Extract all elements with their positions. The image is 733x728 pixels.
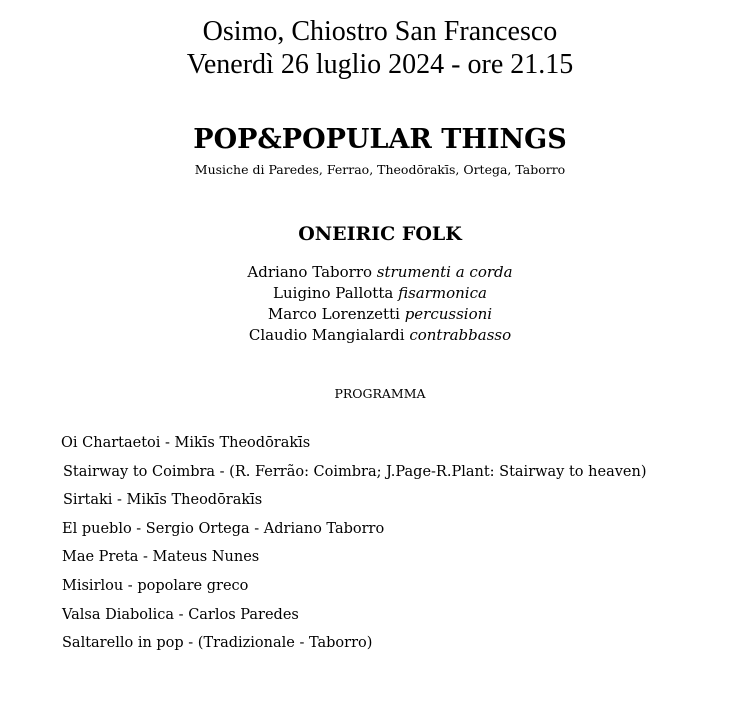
performer-name: Adriano Taborro: [247, 263, 373, 281]
concert-title: POP&POPULAR THINGS: [193, 124, 567, 155]
program-item: Valsa Diabolica - Carlos Paredes: [62, 606, 299, 623]
performer-name: Marco Lorenzetti: [267, 305, 400, 323]
venue-line: Osimo, Chiostro San Francesco: [202, 16, 558, 47]
program-item: El pueblo - Sergio Ortega - Adriano Taborro: [62, 520, 385, 537]
program-item: Oi Chartaetoi - Mikīs Theodōrakīs: [61, 435, 311, 451]
performer-role: fisarmonica: [398, 284, 487, 302]
concert-subtitle: Musiche di Paredes, Ferrao, Theodōrakīs, Ortega, Taborro: [194, 162, 566, 177]
program-list: [0, 433, 646, 662]
program-item: Saltarello in pop - (Tradizionale - Taborro): [62, 635, 373, 652]
ensemble-name: ONEIRIC FOLK: [298, 223, 462, 245]
program-heading: PROGRAMMA: [334, 386, 426, 401]
performer-role: strumenti a corda: [376, 263, 513, 281]
program-item: Sirtaki - Mikīs Theodōrakīs: [63, 492, 263, 509]
performer-name: Luigino Pallotta: [273, 284, 394, 302]
performer-role: contrabbasso: [409, 326, 512, 344]
performer-role: percussioni: [404, 305, 493, 323]
performer-line: [0, 325, 733, 346]
date-time-line: Venerdì 26 luglio 2024 - ore 21.15: [186, 49, 574, 80]
performer-name: Claudio Mangialardi: [248, 326, 405, 344]
performer-list: [0, 262, 733, 346]
performer-line: [0, 304, 733, 325]
program-item: Misirlou - popolare greco: [62, 577, 249, 594]
performer-line: [0, 262, 733, 283]
program-item: Mae Preta - Mateus Nunes: [62, 549, 260, 566]
performer-line: [0, 283, 733, 304]
program-item: Stairway to Coimbra - (R. Ferrão: Coimbra; J.Page-R.Plant: Stairway to heaven): [63, 463, 647, 480]
